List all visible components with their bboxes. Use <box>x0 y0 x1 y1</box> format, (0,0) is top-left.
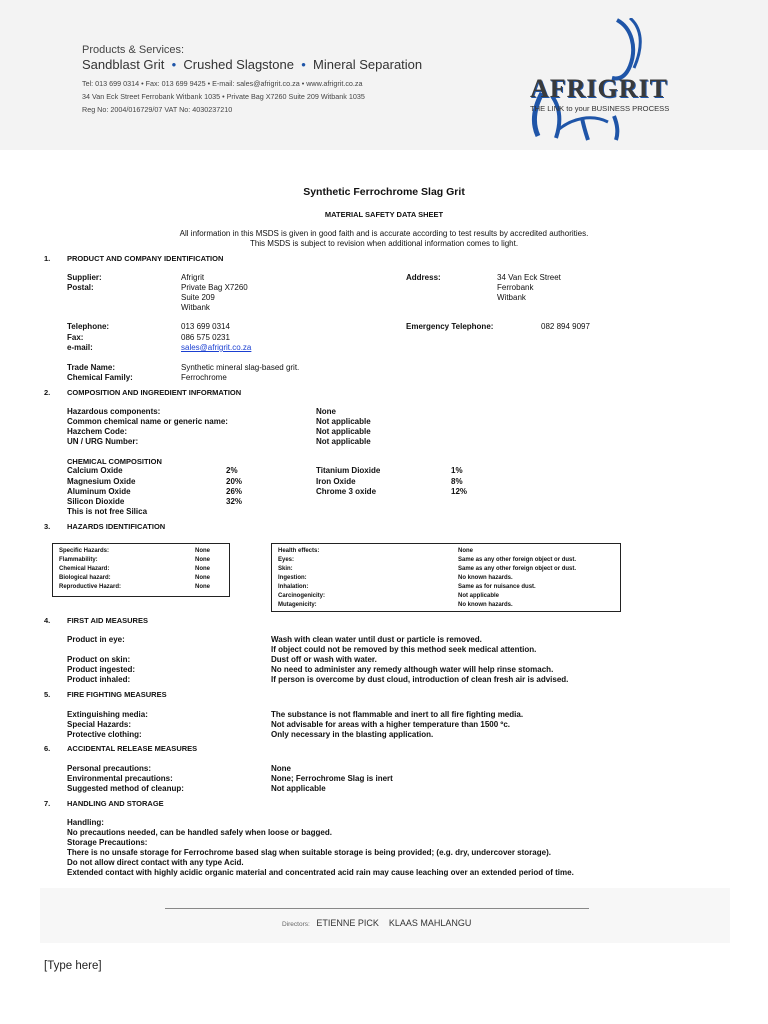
address-value: Witbank <box>497 293 526 302</box>
compound-percent: 1% <box>451 466 463 475</box>
handling-line: Handling: <box>67 818 104 827</box>
fire-value: Not advisable for areas with a higher temperature than 1500 ºc. <box>271 720 510 729</box>
health-value: Not applicable <box>458 593 500 599</box>
document-subtitle: MATERIAL SAFETY DATA SHEET <box>324 210 444 219</box>
handling-line: No precautions needed, can be handled safely when loose or bagged. <box>67 828 332 837</box>
handling-line: Storage Precautions: <box>67 838 148 847</box>
hazard-value: None <box>195 548 210 554</box>
bullet-icon: • <box>168 57 180 72</box>
release-label: Personal precautions: <box>67 764 152 773</box>
address-label: Address: <box>406 273 441 282</box>
fire-value: The substance is not flammable and inert to all fire fighting media. <box>271 710 524 719</box>
health-value: Same as any other foreign object or dust. <box>458 566 577 572</box>
composition-label: UN / URG Number: <box>67 437 139 446</box>
emergency-telephone-value: 082 894 9097 <box>541 322 590 331</box>
address-value: Ferrobank <box>497 283 534 292</box>
hazard-label: Chemical Hazard: <box>59 566 110 572</box>
first-aid-label: Product on skin: <box>67 655 131 664</box>
first-aid-label: Product inhaled: <box>67 675 131 684</box>
postal-value: Suite 209 <box>181 293 215 302</box>
health-label: Health effects: <box>278 548 320 554</box>
fax-label: Fax: <box>67 333 84 342</box>
health-label: Ingestion: <box>278 575 307 581</box>
fire-label: Special Hazards: <box>67 720 132 729</box>
compound-percent: 32% <box>226 497 243 506</box>
hazard-label: Specific Hazards: <box>59 548 110 554</box>
composition-value: Not applicable <box>316 437 371 446</box>
section-heading: 2. COMPOSITION AND INGREDIENT INFORMATION <box>44 388 242 397</box>
handling-line: Do not allow direct contact with any type Acid. <box>67 858 244 867</box>
first-aid-value: If object could not be removed by this method seek medical attention. <box>271 645 537 654</box>
compound-name: Magnesium Oxide <box>67 477 136 486</box>
hazard-value: None <box>195 584 210 590</box>
first-aid-value: If person is overcome by dust cloud, introduction of clean fresh air is advised. <box>271 675 569 684</box>
chemical-family-value: Ferrochrome <box>181 373 227 382</box>
directors-label: Directors: <box>282 921 310 928</box>
service-item: Mineral Separation <box>313 57 423 72</box>
trade-name-label: Trade Name: <box>67 363 116 372</box>
logo-tagline: THE LINK to your BUSINESS PROCESS <box>530 104 670 113</box>
footer-background <box>40 888 730 943</box>
section-heading: 5. FIRE FIGHTING MEASURES <box>44 690 167 699</box>
composition-value: None <box>316 407 336 416</box>
first-aid-value: Wash with clean water until dust or particle is removed. <box>271 635 482 644</box>
fire-value: Only necessary in the blasting application. <box>271 730 434 739</box>
fire-label: Protective clothing: <box>67 730 142 739</box>
health-label: Carcinogenicity: <box>278 593 326 599</box>
fire-label: Extinguishing media: <box>67 710 148 719</box>
composition-label: Hazardous components: <box>67 407 161 416</box>
compound-name: Aluminum Oxide <box>67 487 131 496</box>
hazard-value: None <box>195 557 210 563</box>
emergency-telephone-label: Emergency Telephone: <box>406 322 494 331</box>
postal-value: Witbank <box>181 303 210 312</box>
release-value: Not applicable <box>271 784 326 793</box>
compound-percent: 2% <box>226 466 238 475</box>
compound-percent: 12% <box>451 487 468 496</box>
handling-line: Extended contact with highly acidic organic material and concentrated acid rain may cause leaching over an extended period of time. <box>67 868 574 877</box>
compound-percent: 26% <box>226 487 243 496</box>
fax-value: 086 575 0231 <box>181 333 230 342</box>
handling-line: There is no unsafe storage for Ferrochrome based slag when suitable storage is being provided; (e.g. dry, undercover storage). <box>67 848 551 857</box>
address-value: 34 Van Eck Street <box>497 273 561 282</box>
health-label: Skin: <box>278 566 293 572</box>
bullet-icon: • <box>297 57 310 72</box>
contact-line: Tel: 013 699 0314 • Fax: 013 699 9425 • E-mail: sales@afrigrit.co.za • www.afrigrit.co.za <box>82 79 363 88</box>
section-heading: 4. FIRST AID MEASURES <box>44 616 148 625</box>
release-label: Suggested method of cleanup: <box>67 784 184 793</box>
address-line: 34 Van Eck Street Ferrobank Witbank 1035 • Private Bag X7260 Suite 209 Witbank 1035 <box>82 92 365 101</box>
directors-names: ETIENNE PICK KLAAS MAHLANGU <box>316 918 472 928</box>
compound-name: Silicon Dioxide <box>67 497 125 506</box>
logo-wordmark: AFRIGRIT <box>530 74 669 103</box>
services-line <box>82 57 422 72</box>
chemical-family-label: Chemical Family: <box>67 373 133 382</box>
compound-name: Iron Oxide <box>316 477 356 486</box>
composition-value: Not applicable <box>316 417 371 426</box>
composition-label: Hazchem Code: <box>67 427 128 436</box>
health-value: Same as any other foreign object or dust. <box>458 557 577 563</box>
footer-placeholder[interactable]: [Type here] <box>44 960 102 972</box>
products-label: Products & Services: <box>82 44 185 56</box>
telephone-label: Telephone: <box>67 322 110 331</box>
section-heading: 3. HAZARDS IDENTIFICATION <box>44 522 166 531</box>
composition-value: Not applicable <box>316 427 371 436</box>
silica-note: This is not free Silica <box>67 507 148 516</box>
service-item: Sandblast Grit <box>82 57 165 72</box>
hazard-value: None <box>195 575 210 581</box>
release-value: None <box>271 764 291 773</box>
compound-name: Chrome 3 oxide <box>316 487 377 496</box>
email-link[interactable]: sales@afrigrit.co.za <box>181 343 252 352</box>
document-title: Synthetic Ferrochrome Slag Grit <box>303 186 465 198</box>
hazard-value: None <box>195 566 210 572</box>
postal-label: Postal: <box>67 283 94 292</box>
chemical-composition-heading: CHEMICAL COMPOSITION <box>67 457 162 466</box>
health-label: Mutagenicity: <box>278 602 317 608</box>
service-item: Crushed Slagstone <box>183 57 294 72</box>
compound-name: Titanium Dioxide <box>316 466 381 475</box>
hazard-label: Flammability: <box>59 557 98 563</box>
hazards-box-left <box>52 543 230 597</box>
health-value: None <box>458 548 473 554</box>
health-label: Inhalation: <box>278 584 309 590</box>
email-label: e-mail: <box>67 343 93 352</box>
hazard-label: Biological hazard: <box>59 575 111 581</box>
trade-name-value: Synthetic mineral slag-based grit. <box>181 363 300 372</box>
directors-line <box>282 918 471 928</box>
composition-label: Common chemical name or generic name: <box>67 417 228 426</box>
first-aid-label: Product ingested: <box>67 665 136 674</box>
intro-line: This MSDS is subject to revision when additional information comes to light. <box>249 239 519 248</box>
section-heading: 6. ACCIDENTAL RELEASE MEASURES <box>44 744 198 753</box>
first-aid-value: No need to administer any remedy although water will help rinse stomach. <box>271 665 554 674</box>
supplier-value: Afrigrit <box>181 273 205 282</box>
section-heading: 7. HANDLING AND STORAGE <box>44 799 164 808</box>
footer-divider <box>165 908 589 909</box>
release-label: Environmental precautions: <box>67 774 173 783</box>
health-label: Eyes: <box>278 557 295 563</box>
intro-line: All information in this MSDS is given in good faith and is accurate according to test results by accredited authorities. <box>179 229 589 238</box>
postal-value: Private Bag X7260 <box>181 283 248 292</box>
first-aid-label: Product in eye: <box>67 635 125 644</box>
first-aid-value: Dust off or wash with water. <box>271 655 377 664</box>
compound-percent: 8% <box>451 477 463 486</box>
telephone-value: 013 699 0314 <box>181 322 230 331</box>
health-value: Same as for nuisance dust. <box>458 584 536 590</box>
registration-line: Reg No: 2004/016729/07 VAT No: 4030237210 <box>82 105 233 114</box>
company-logo <box>522 18 712 143</box>
compound-name: Calcium Oxide <box>67 466 123 475</box>
hazards-box-right <box>271 543 621 612</box>
health-value: No known hazards. <box>458 575 513 581</box>
compound-percent: 20% <box>226 477 243 486</box>
release-value: None; Ferrochrome Slag is inert <box>271 774 393 783</box>
hazard-label: Reproductive Hazard: <box>59 584 122 590</box>
supplier-label: Supplier: <box>67 273 102 282</box>
section-heading: 1. PRODUCT AND COMPANY IDENTIFICATION <box>44 254 224 263</box>
health-value: No known hazards. <box>458 602 513 608</box>
